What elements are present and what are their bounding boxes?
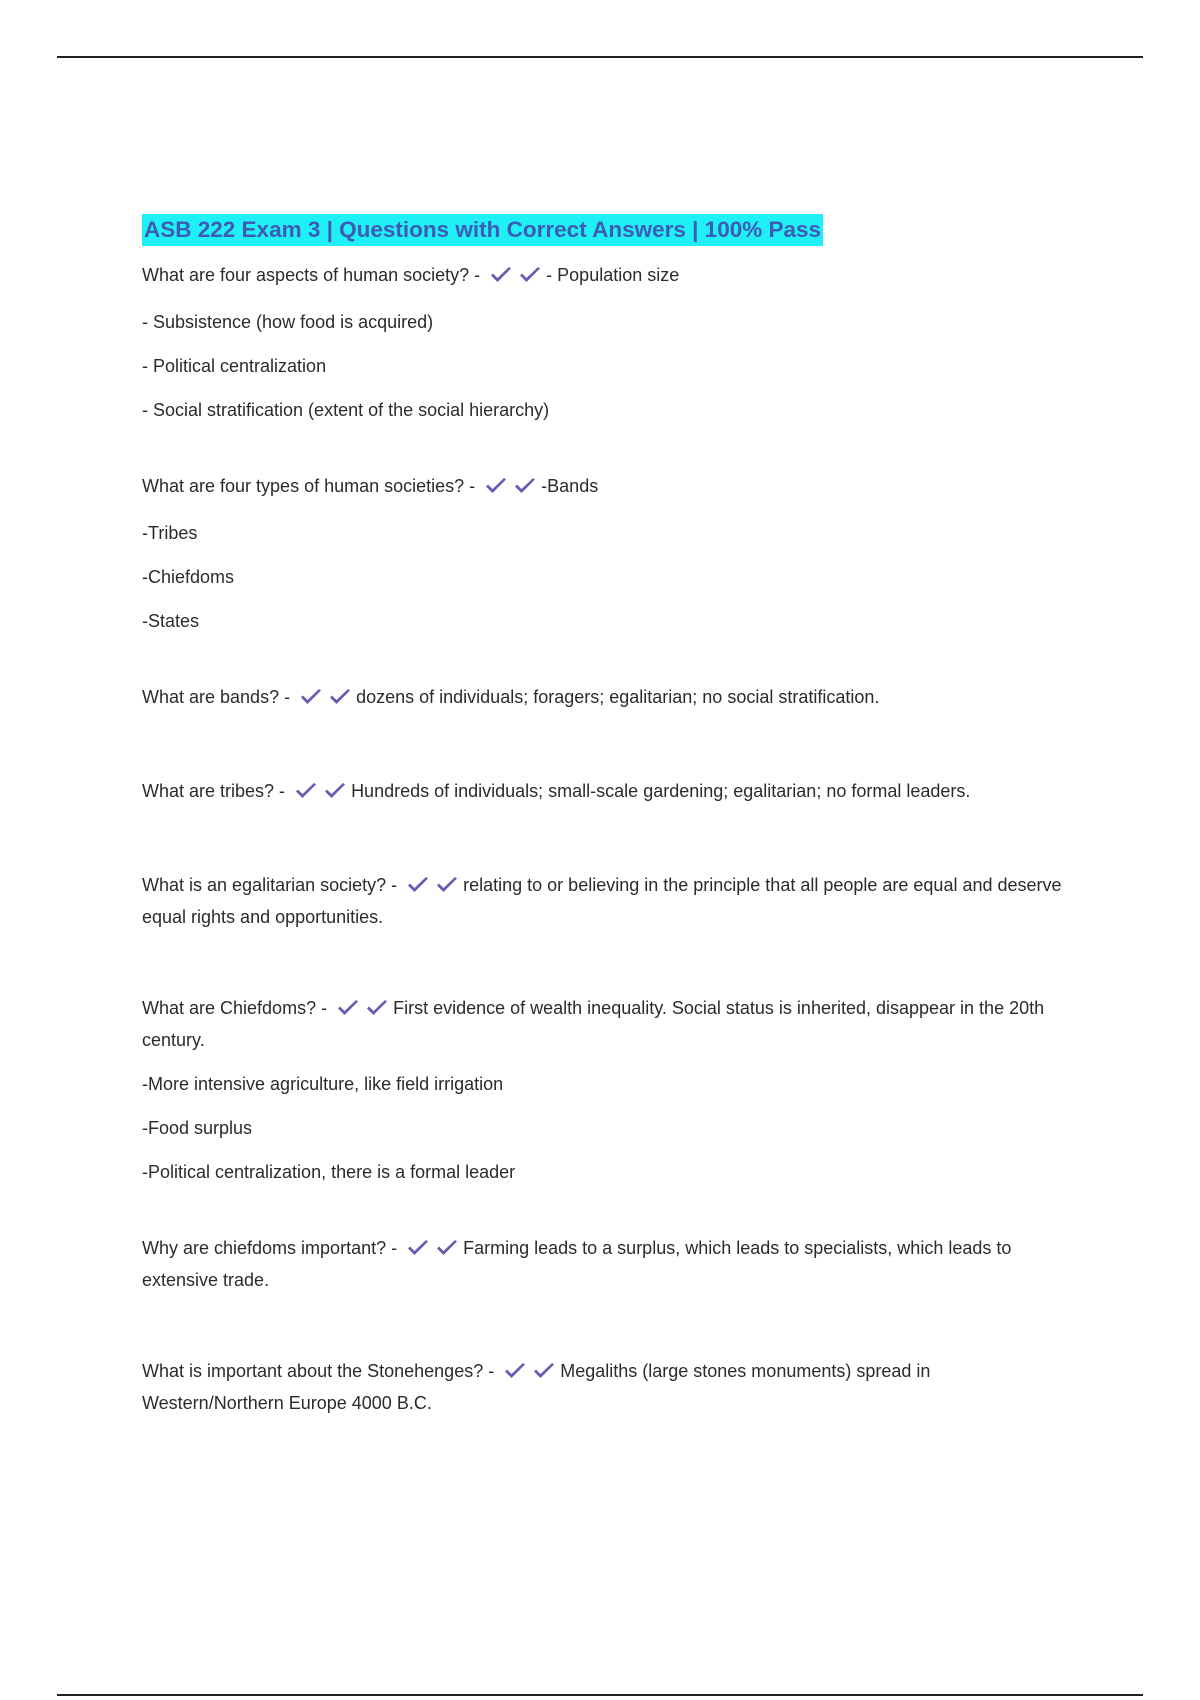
footer-rule <box>57 1694 1143 1696</box>
question-text: What are Chiefdoms? - <box>142 998 333 1018</box>
question-text: What are four types of human societies? - <box>142 476 481 496</box>
answer-list-item: -Political centralization, there is a formal leader <box>142 1162 516 1182</box>
check-icon <box>299 688 323 706</box>
check-icon <box>294 782 318 800</box>
answer-list-item: - Subsistence (how food is acquired) <box>142 312 434 332</box>
answer-list-item: - Social stratification (extent of the social hierarchy) <box>142 400 550 420</box>
check-icon <box>513 477 537 495</box>
qa-entry <box>142 261 1062 425</box>
check-icon <box>489 266 513 284</box>
document-title: ASB 222 Exam 3 | Questions with Correct Answers | 100% Pass <box>142 214 823 246</box>
qa-entry <box>142 683 1062 715</box>
answer-list-item: -More intensive agriculture, like field irrigation <box>142 1074 504 1094</box>
check-icon <box>406 876 430 894</box>
question-text: What is an egalitarian society? - <box>142 875 403 895</box>
answer-text: relating to or believing in the principle that all people are equal and deserve equal rights and opportunities. <box>142 875 1062 927</box>
question-text: What are tribes? - <box>142 781 291 801</box>
answer-text: First evidence of wealth inequality. Social status is inherited, disappear in the 20th century. <box>142 998 1045 1050</box>
check-icon <box>323 782 347 800</box>
answer-text: Hundreds of individuals; small-scale gardening; egalitarian; no formal leaders. <box>351 781 971 801</box>
answer-list-item: -Chiefdoms <box>142 567 235 587</box>
answer-text: Megaliths (large stones monuments) spread in Western/Northern Europe 4000 B.C. <box>142 1361 931 1413</box>
answer-text: - Population size <box>546 265 680 285</box>
check-icon <box>518 266 542 284</box>
answer-list-item: -Food surplus <box>142 1118 253 1138</box>
qa-question-line <box>142 871 1062 932</box>
qa-entry <box>142 1357 1062 1418</box>
answer-list-item: -Tribes <box>142 523 198 543</box>
question-text: What are four aspects of human society? - <box>142 265 486 285</box>
answer-checkmarks <box>336 997 389 1026</box>
qa-question-line <box>142 683 1062 715</box>
answer-list-item: -States <box>142 611 200 631</box>
answer-checkmarks <box>489 264 542 293</box>
answer-checkmarks <box>294 780 347 809</box>
answer-list-item: - Political centralization <box>142 356 327 376</box>
check-icon <box>532 1362 556 1380</box>
qa-entry <box>142 1234 1062 1295</box>
answer-checkmarks <box>299 686 352 715</box>
answer-checkmarks <box>503 1360 556 1389</box>
check-icon <box>328 688 352 706</box>
answer-text: Farming leads to a surplus, which leads to specialists, which leads to extensive trade. <box>142 1238 1012 1290</box>
qa-entry <box>142 472 1062 636</box>
question-text: What is important about the Stonehenges? - <box>142 1361 500 1381</box>
answer-checkmarks <box>406 1237 459 1266</box>
qa-question-line <box>142 261 1062 293</box>
header-rule <box>57 56 1143 58</box>
check-icon <box>406 1239 430 1257</box>
answer-checkmarks <box>484 475 537 504</box>
qa-entry <box>142 871 1062 932</box>
check-icon <box>484 477 508 495</box>
check-icon <box>435 1239 459 1257</box>
qa-question-line <box>142 994 1062 1055</box>
question-text: What are bands? - <box>142 687 296 707</box>
qa-question-line <box>142 777 1062 809</box>
question-text: Why are chiefdoms important? - <box>142 1238 403 1258</box>
qa-question-line <box>142 472 1062 504</box>
check-icon <box>336 999 360 1017</box>
qa-entry <box>142 777 1062 809</box>
qa-question-line <box>142 1357 1062 1418</box>
check-icon <box>365 999 389 1017</box>
qa-entry <box>142 994 1062 1187</box>
answer-text: dozens of individuals; foragers; egalitarian; no social stratification. <box>356 687 880 707</box>
check-icon <box>435 876 459 894</box>
qa-question-line <box>142 1234 1062 1295</box>
answer-text: -Bands <box>541 476 599 496</box>
check-icon <box>503 1362 527 1380</box>
document-body <box>142 214 1062 1418</box>
answer-checkmarks <box>406 874 459 903</box>
